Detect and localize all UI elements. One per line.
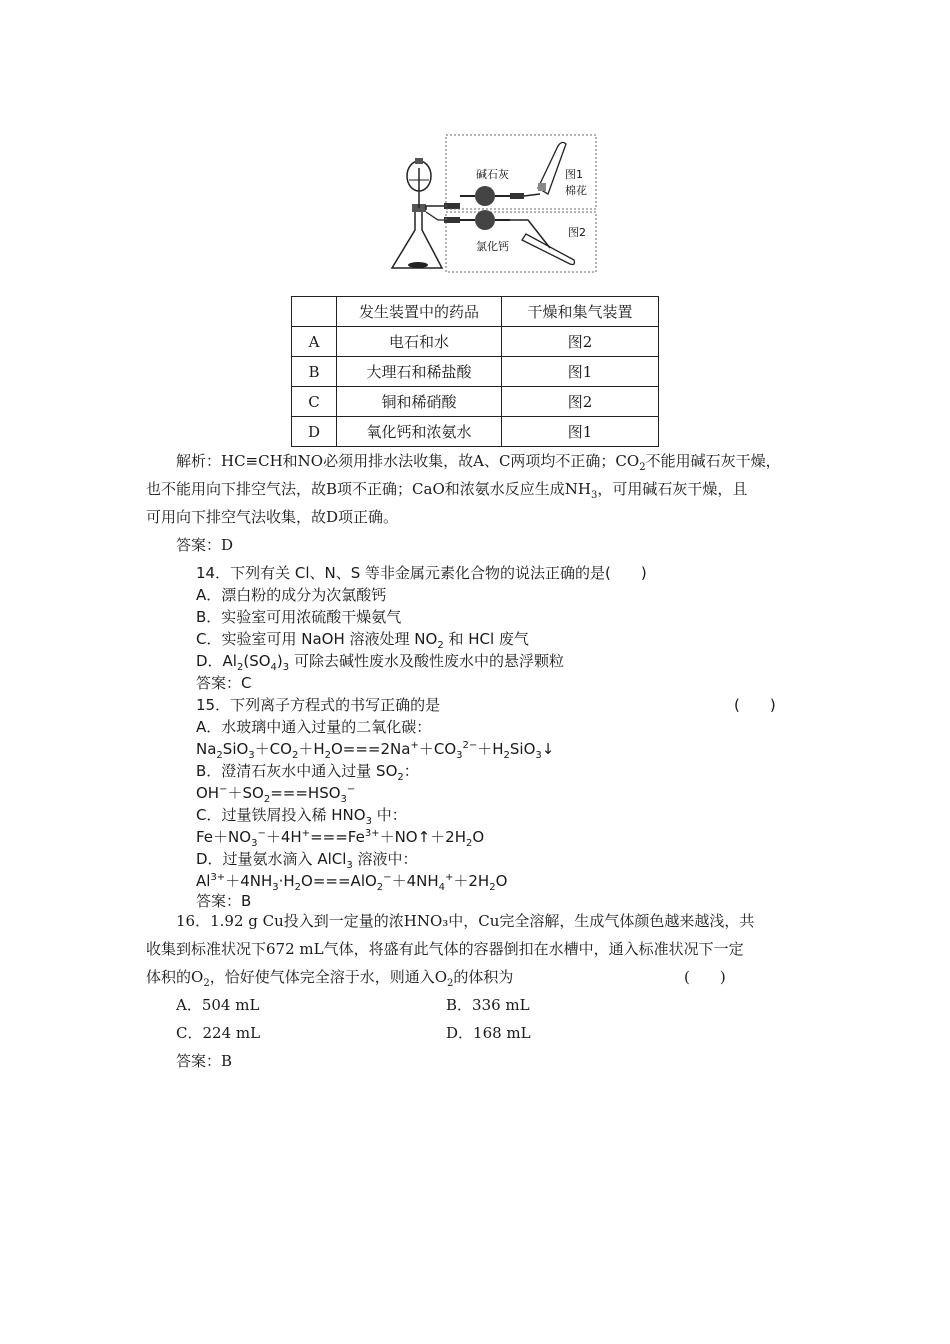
q15-option-b: B．澄清石灰水中通入过量 $SO_2$： <box>196 762 419 783</box>
q14-option-a: A．漂白粉的成分为次氯酸钙 <box>196 586 387 604</box>
q15-option-a: A．水玻璃中通入过量的二氧化碳： <box>196 718 432 736</box>
options-table <box>291 296 659 447</box>
q16-option-a: A．504 mL <box>176 996 260 1014</box>
table-header: 干燥和集气装置 <box>502 297 659 327</box>
cacl2-label: 氯化钙 <box>476 240 509 253</box>
table-header-row <box>292 297 659 327</box>
apparatus-figure <box>380 128 600 278</box>
answer-q16: 答案：B <box>176 1052 233 1070</box>
q16-line-2: 收集到标准状况下672 mL气体，将盛有此气体的容器倒扣在水槽中，通入标准状况下一定 <box>146 940 744 958</box>
q15-option-c: C．过量铁屑投入稀 $HNO_3$ 中： <box>196 806 407 827</box>
table-cell: A <box>292 327 337 357</box>
table-row <box>292 357 659 387</box>
q16-option-c: C．224 mL <box>176 1024 261 1042</box>
q15-equation-d: $Al^{3+}+4NH_3\cdot H_2O===AlO_2^-+4NH_4^++2H_2O$ <box>196 872 508 893</box>
answer-q15: 答案：B <box>196 892 252 910</box>
q16-line-1: 16．1.92 g Cu投入到一定量的浓HNO₃中，Cu完全溶解，生成气体颜色越来越浅，共 <box>176 912 755 930</box>
table-header <box>292 297 337 327</box>
q15-equation-a: $Na_2SiO_3+CO_2+H_2O===2Na^++CO_3^{2-}+H_2SiO_3↓$ <box>196 740 555 761</box>
q16-line-3: 体积的$O_2$，恰好使气体完全溶于水，则通入$O_2$的体积为 <box>146 968 514 989</box>
table-cell: C <box>292 387 337 417</box>
q14-stem: 14．下列有关 Cl、N、S 等非金属元素化合物的说法正确的是( ) <box>196 564 647 582</box>
answer-q13: 答案：D <box>176 536 234 554</box>
table-row <box>292 417 659 447</box>
table-header: 发生装置中的药品 <box>337 297 502 327</box>
q16-option-d: D．168 mL <box>446 1024 531 1042</box>
table-row <box>292 327 659 357</box>
table-cell: 氧化钙和浓氨水 <box>337 417 502 447</box>
q14-option-c: C．实验室可用 NaOH 溶液处理 $NO_2$ 和 HCl 废气 <box>196 630 529 651</box>
table-cell: D <box>292 417 337 447</box>
q16-option-b: B．336 mL <box>446 996 530 1014</box>
cotton-label: 棉花 <box>565 184 587 197</box>
table-cell: 图2 <box>502 387 659 417</box>
table-cell: 铜和稀硝酸 <box>337 387 502 417</box>
table-cell: 图1 <box>502 417 659 447</box>
analysis-line-2: 也不能用向下排空气法，故B项不正确；CaO和浓氨水反应生成$NH_3$，可用碱石灰干燥，且 <box>146 480 748 501</box>
q14-option-d: D．$Al_2(SO_4)_3$ 可除去碱性废水及酸性废水中的悬浮颗粒 <box>196 652 564 673</box>
q15-equation-b: $OH^-+SO_2===HSO_3^-$ <box>196 784 356 805</box>
answer-q14: 答案：C <box>196 674 252 692</box>
fig2-label: 图2 <box>568 226 586 239</box>
analysis-line-1: 解析：HC≡CH和NO必须用排水法收集，故A、C两项均不正确；$CO_2$不能用碱石灰干燥， <box>176 452 781 473</box>
q14-option-b: B．实验室可用浓硫酸干燥氨气 <box>196 608 402 626</box>
table-row <box>292 387 659 417</box>
table-cell: 电石和水 <box>337 327 502 357</box>
q15-bracket: ( ) <box>734 696 776 714</box>
table-cell: 大理石和稀盐酸 <box>337 357 502 387</box>
q15-equation-c: $Fe+NO_3^-+4H^+===Fe^{3+}+NO↑+2H_2O$ <box>196 828 485 849</box>
q15-stem: 15．下列离子方程式的书写正确的是 <box>196 696 441 714</box>
table-cell: B <box>292 357 337 387</box>
analysis-line-3: 可用向下排空气法收集，故D项正确。 <box>146 508 399 526</box>
fig1-label: 图1 <box>565 168 583 181</box>
q16-bracket: ( ) <box>684 968 726 986</box>
soda-lime-label: 碱石灰 <box>476 168 509 181</box>
q15-option-d: D．过量氨水滴入 AlCl$_3$ 溶液中： <box>196 850 418 871</box>
table-cell: 图2 <box>502 327 659 357</box>
table-cell: 图1 <box>502 357 659 387</box>
